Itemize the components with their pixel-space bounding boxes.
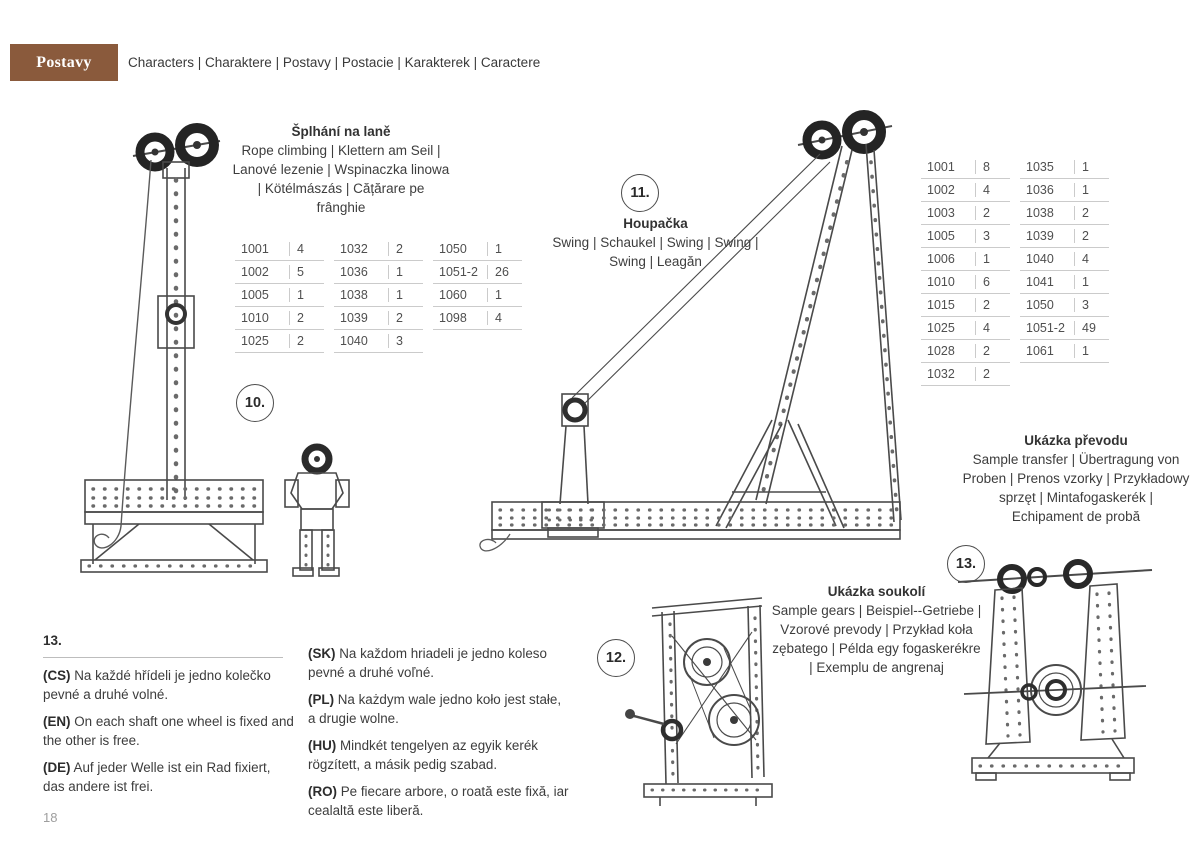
parts-row (334, 307, 423, 330)
model11-caption (538, 216, 773, 272)
model11-subtitle: Swing | Schaukel | Swing | Swing | Swing | Leagăn (552, 235, 759, 269)
part-number: 1010 (927, 275, 955, 289)
parts-row (334, 261, 423, 284)
parts-row (921, 156, 1010, 179)
parts-row (1020, 225, 1109, 248)
model12-title: Ukázka soukolí (827, 584, 926, 599)
model12-number: 12. (605, 650, 627, 666)
swing-illustration (470, 98, 930, 578)
note-paragraph: (CS) Na každé hřídeli je jedno kolečko pevné a druhé volné. (43, 668, 271, 703)
part-number: 1041 (1026, 275, 1054, 289)
part-quantity: 1 (1074, 275, 1109, 289)
part-quantity: 2 (289, 334, 324, 348)
parts-row (334, 284, 423, 307)
notes-divider (43, 657, 283, 658)
part-number: 1025 (241, 334, 269, 348)
part-number: 1036 (1026, 183, 1054, 197)
part-number: 1060 (439, 288, 467, 302)
parts-row (921, 179, 1010, 202)
part-number: 1006 (927, 252, 955, 266)
parts-row (334, 330, 423, 353)
parts-row (235, 284, 324, 307)
part-number: 1015 (927, 298, 955, 312)
part-quantity: 3 (1074, 298, 1109, 312)
parts-row (1020, 294, 1109, 317)
part-number: 1038 (340, 288, 368, 302)
part-number: 1028 (927, 344, 955, 358)
model11-number-badge (621, 174, 659, 212)
note-paragraph: (RO) Pe fiecare arbore, o roată este fixă, iar cealaltă este liberă. (308, 784, 569, 819)
part-number: 1040 (1026, 252, 1054, 266)
note-language-label: (DE) (43, 760, 71, 776)
header-languages: Characters | Charaktere | Postavy | Postacie | Karakterek | Caractere (128, 55, 541, 70)
part-quantity: 4 (975, 321, 1010, 335)
note-language-label: (EN) (43, 714, 71, 730)
part-number: 1010 (241, 311, 269, 325)
part-number: 1039 (340, 311, 368, 325)
part-quantity: 1 (975, 252, 1010, 266)
parts-row (1020, 156, 1109, 179)
note-language-label: (SK) (308, 646, 336, 661)
model10-number-badge (236, 384, 274, 422)
model11-number: 11. (630, 185, 650, 201)
gears-illustration (600, 588, 815, 813)
part-number: 1002 (927, 183, 955, 197)
parts-table (1020, 156, 1109, 386)
parts-row (235, 238, 324, 261)
parts-row (921, 294, 1010, 317)
model10-title: Šplhání na laně (291, 124, 391, 139)
parts-table (334, 238, 423, 353)
part-number: 1025 (927, 321, 955, 335)
part-number: 1001 (241, 242, 269, 256)
part-number: 1050 (1026, 298, 1054, 312)
part-number: 1061 (1026, 344, 1054, 358)
part-number: 1005 (241, 288, 269, 302)
part-quantity: 2 (1074, 206, 1109, 220)
part-quantity: 1 (487, 288, 522, 302)
model10-subtitle: Rope climbing | Klettern am Seil | Lanové lezenie | Wspinaczka linowa | Kötélmászás | Cățărare pe frânghie (232, 143, 450, 215)
note-paragraph: (EN) On each shaft one wheel is fixed and the other is free. (43, 714, 294, 749)
part-quantity: 1 (388, 288, 423, 302)
part-quantity: 2 (388, 242, 423, 256)
section-badge (10, 44, 118, 81)
part-quantity: 1 (388, 265, 423, 279)
note-paragraph: (PL) Na każdym wale jedno koło jest stałe, a drugie wolne. (308, 692, 562, 727)
model13-number: 13. (955, 556, 977, 572)
part-quantity: 4 (1074, 252, 1109, 266)
parts-row (921, 340, 1010, 363)
note-language-label: (CS) (43, 668, 71, 683)
part-quantity: 2 (388, 311, 423, 325)
part-quantity: 3 (975, 229, 1010, 243)
parts-row (1020, 202, 1109, 225)
part-number: 1035 (1026, 160, 1054, 174)
part-quantity: 2 (975, 298, 1010, 312)
part-quantity: 1 (487, 242, 522, 256)
parts-row (235, 330, 324, 353)
parts-row (235, 307, 324, 330)
part-number: 1038 (1026, 206, 1054, 220)
parts-row (921, 317, 1010, 340)
parts-table (235, 238, 324, 353)
part-quantity: 4 (289, 242, 324, 256)
model13-subtitle: Sample transfer | Übertragung von Proben | Prenos vzorky | Przykładowy sprzęt | Mintafogaskerék | Echipament de probă (962, 452, 1190, 524)
parts-row (1020, 271, 1109, 294)
part-quantity: 1 (1074, 160, 1109, 174)
part-quantity: 5 (289, 265, 324, 279)
part-number: 1001 (927, 160, 955, 174)
part-number: 1050 (439, 242, 467, 256)
part-number: 1098 (439, 311, 467, 325)
note-paragraph: (HU) Mindkét tengelyen az egyik kerék rögzített, a másik pedig szabad. (308, 738, 538, 773)
section-badge-label: Postavy (36, 53, 92, 71)
part-quantity: 1 (1074, 344, 1109, 358)
part-number: 1005 (927, 229, 955, 243)
part-quantity: 2 (1074, 229, 1109, 243)
parts-row (1020, 340, 1109, 363)
note-language-label: (PL) (308, 692, 335, 708)
parts-row (1020, 179, 1109, 202)
model10-caption (232, 124, 450, 218)
part-quantity: 26 (487, 265, 522, 279)
part-quantity: 49 (1074, 321, 1109, 335)
page-number: 18 (43, 810, 58, 825)
model13-caption (962, 433, 1190, 527)
part-quantity: 2 (975, 367, 1010, 381)
part-quantity: 3 (388, 334, 423, 348)
part-number: 1003 (927, 206, 955, 220)
parts-row (1020, 248, 1109, 271)
note-paragraph: (DE) Auf jeder Welle ist ein Rad fixiert, das andere ist frei. (43, 760, 271, 795)
part-quantity: 2 (975, 206, 1010, 220)
part-quantity: 4 (975, 183, 1010, 197)
parts-row (921, 248, 1010, 271)
notes-column-1 (43, 666, 295, 804)
part-quantity: 6 (975, 275, 1010, 289)
part-quantity: 4 (487, 311, 522, 325)
model12-subtitle: Sample gears | Beispiel-​-Getriebe | Vzorové prevody | Przykład koła zębatego | Példa egy fogaskerékre | Exemplu de angrenaj (771, 603, 982, 675)
model13-title: Ukázka převodu (1024, 433, 1128, 448)
part-number: 1032 (340, 242, 368, 256)
notes-heading: 13. (43, 633, 62, 648)
part-number: 1002 (241, 265, 269, 279)
part-quantity: 1 (289, 288, 324, 302)
parts-row (1020, 317, 1109, 340)
part-number: 1051-2 (1026, 321, 1065, 335)
model11-title: Houpačka (623, 216, 688, 231)
note-language-label: (HU) (308, 738, 337, 754)
parts-row (921, 363, 1010, 386)
notes-column-2 (308, 644, 570, 828)
parts-row (921, 202, 1010, 225)
part-quantity: 2 (289, 311, 324, 325)
model11-parts-tables (921, 156, 1109, 386)
parts-row (921, 225, 1010, 248)
part-number: 1040 (340, 334, 368, 348)
part-quantity: 1 (1074, 183, 1109, 197)
parts-table (921, 156, 1010, 386)
part-number: 1036 (340, 265, 368, 279)
part-number: 1051-2 (439, 265, 478, 279)
parts-row (921, 271, 1010, 294)
note-paragraph: (SK) Na každom hriadeli je jedno koleso pevné a druhé voľné. (308, 646, 547, 681)
part-number: 1039 (1026, 229, 1054, 243)
part-quantity: 2 (975, 344, 1010, 358)
part-number: 1032 (927, 367, 955, 381)
parts-row (334, 238, 423, 261)
parts-row (235, 261, 324, 284)
note-language-label: (RO) (308, 784, 338, 800)
model10-number: 10. (244, 395, 266, 411)
part-quantity: 8 (975, 160, 1010, 174)
